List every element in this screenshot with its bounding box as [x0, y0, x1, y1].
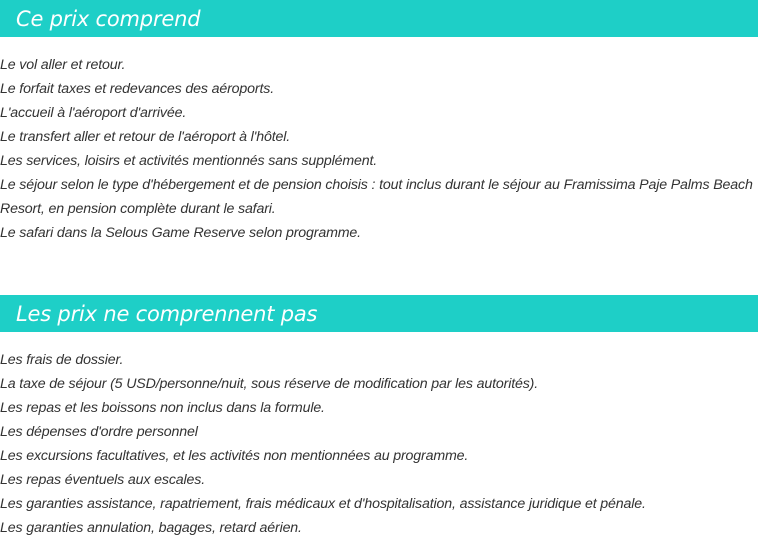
list-item: Le safari dans la Selous Game Reserve selon programme. [0, 225, 361, 241]
list-item: Le forfait taxes et redevances des aéroports. [0, 81, 275, 97]
list-item: Les repas et les boissons non inclus dans la formule. [0, 400, 325, 416]
list-item: L'accueil à l'aéroport d'arrivée. [0, 105, 187, 121]
list-item: Les garanties assistance, rapatriement, frais médicaux et d'hospitalisation, assistance juridique et pénale. [0, 496, 646, 512]
price-includes-header [0, 0, 758, 37]
list-item: Le séjour selon le type d'hébergement et de pension choisis : tout inclus durant le séjour au Framissima Paje Palms Beach Resort, en pension complète durant le safari. [0, 177, 753, 217]
price-includes-section [0, 0, 758, 245]
list-item: Les repas éventuels aux escales. [0, 472, 205, 488]
list-item: La taxe de séjour (5 USD/personne/nuit, sous réserve de modification par les autorités). [0, 376, 539, 392]
list-item: Les dépenses d'ordre personnel [0, 424, 198, 440]
list-item: Les frais de dossier. [0, 352, 124, 368]
list-item: Le transfert aller et retour de l'aéroport à l'hôtel. [0, 129, 291, 145]
list-item: Les garanties annulation, bagages, retard aérien. [0, 520, 302, 536]
price-excludes-title: Les prix ne comprennent pas [16, 301, 318, 326]
price-includes-list [0, 53, 758, 245]
price-excludes-header [0, 295, 758, 332]
list-item: Le vol aller et retour. [0, 57, 126, 73]
list-item: Les excursions facultatives, et les activités non mentionnées au programme. [0, 448, 469, 464]
price-includes-title: Ce prix comprend [16, 6, 201, 31]
price-excludes-section [0, 295, 758, 540]
price-excludes-list [0, 348, 758, 540]
list-item: Les services, loisirs et activités mentionnés sans supplément. [0, 153, 378, 169]
